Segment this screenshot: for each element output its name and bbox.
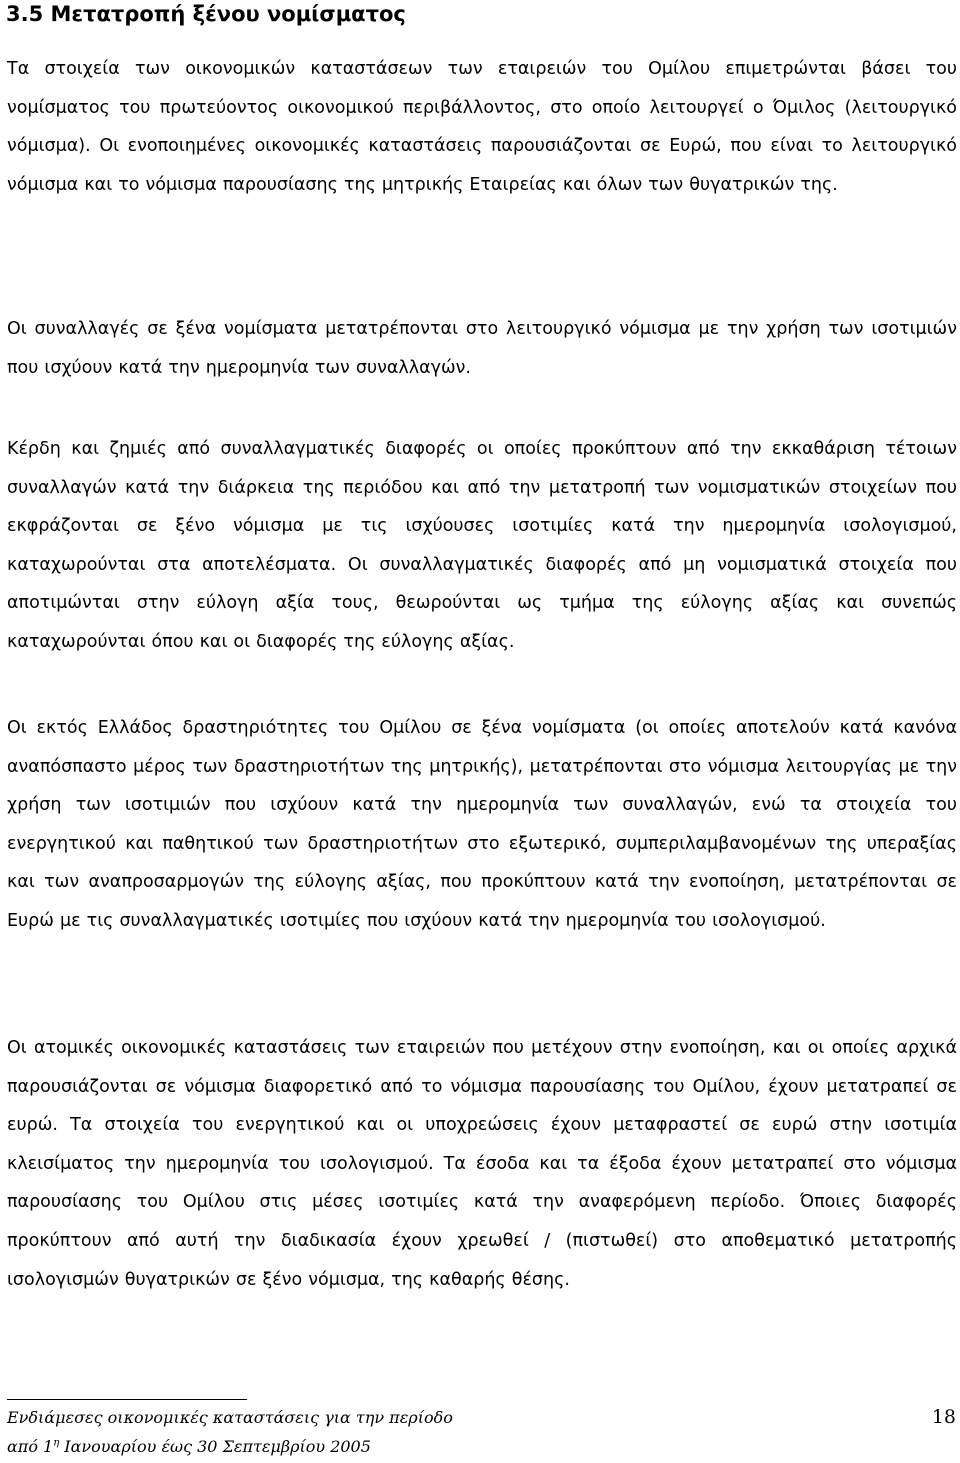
footer-title: Ενδιάμεσες οικονομικές καταστάσεις για την περίοδο bbox=[7, 1408, 453, 1427]
footer-period bbox=[7, 1437, 371, 1457]
footer-period-prefix: από 1 bbox=[7, 1437, 54, 1456]
footer-divider bbox=[7, 1399, 247, 1400]
paragraph-foreign-operations: Οι εκτός Ελλάδος δραστηριότητες του Ομίλου σε ξένα νομίσματα (οι οποίες αποτελούν κατά κανόνα αναπόσπαστο μέρος των δραστηριοτήτων της μητρικής), μετατρέπονται στο νόμισμα λειτουργίας με την χρήση των ισοτιμιών που ισχύουν κατά την ημερομηνία των συναλλαγών, ενώ τα στοιχεία του ενεργητικού και παθητικού των δραστηριοτήτων στο εξωτερικό, συμπεριλαμβανομένων της υπεραξίας και των αναπροσαρμογών της εύλογης αξίας, που προκύπτουν κατά την ενοποίηση, μετατρέπονται σε Ευρώ με τις συναλλαγματικές ισοτιμίες που ισχύουν κατά την ημερομηνία του ισολογισμού. bbox=[7, 718, 957, 931]
paragraph-foreign-transactions: Οι συναλλαγές σε ξένα νομίσματα μετατρέπονται στο λειτουργικό νόμισμα με την χρήση των ισοτιμιών που ισχύουν κατά την ημερομηνία των συναλλαγών. bbox=[7, 319, 957, 378]
page-number: 18 bbox=[931, 1406, 956, 1428]
footer-period-superscript: η bbox=[53, 1437, 60, 1449]
section-heading: 3.5 Μετατροπή ξένου νομίσματος bbox=[6, 2, 406, 26]
paragraph-individual-statements: Οι ατομικές οικονομικές καταστάσεις των εταιρειών που μετέχουν στην ενοποίηση, και οι οποίες αρχικά παρουσιάζονται σε νόμισμα διαφορετικό από το νόμισμα παρουσίασης του Ομίλου, έχουν μετατραπεί σε ευρώ. Τα στοιχεία του ενεργητικού και οι υποχρεώσεις έχουν μεταφραστεί σε ευρώ στην ισοτιμία κλεισίματος την ημερομηνία του ισολογισμού. Τα έσοδα και τα έξοδα έχουν μετατραπεί στο νόμισμα παρουσίασης του Ομίλου στις μέσες ισοτιμίες κατά την αναφερόμενη περίοδο. Όποιες διαφορές προκύπτουν από αυτή την διαδικασία έχουν χρεωθεί / (πιστωθεί) στο αποθεματικό μετατροπής ισολογισμών θυγατρικών σε ξένο νόμισμα, της καθαρής θέσης. bbox=[7, 1038, 957, 1290]
footer-period-suffix: Ιανουαρίου έως 30 Σεπτεμβρίου 2005 bbox=[59, 1437, 371, 1456]
paragraph-functional-currency: Τα στοιχεία των οικονομικών καταστάσεων των εταιρειών του Ομίλου επιμετρώνται βάσει του νομίσματος του πρωτεύοντος οικονομικού περιβάλλοντος, στο οποίο λειτουργεί ο Όμιλος (λειτουργικό νόμισμα). Οι ενοποιημένες οικονομικές καταστάσεις παρουσιάζονται σε Ευρώ, που είναι το λειτουργικό νόμισμα και το νόμισμα παρουσίασης της μητρικής Εταιρείας και όλων των θυγατρικών της. bbox=[7, 59, 957, 195]
paragraph-exchange-differences: Κέρδη και ζημιές από συναλλαγματικές διαφορές οι οποίες προκύπτουν από την εκκαθάριση τέτοιων συναλλαγών κατά την διάρκεια της περιόδου και από την μετατροπή των νομισματικών στοιχείων που εκφράζονται σε ξένο νόμισμα με τις ισχύουσες ισοτιμίες κατά την ημερομηνία ισολογισμού, καταχωρούνται στα αποτελέσματα. Οι συναλλαγματικές διαφορές από μη νομισματικά στοιχεία που αποτιμώνται στην εύλογη αξία τους, θεωρούνται ως τμήμα της εύλογης αξίας και συνεπώς καταχωρούνται όπου και οι διαφορές της εύλογης αξίας. bbox=[7, 439, 957, 652]
